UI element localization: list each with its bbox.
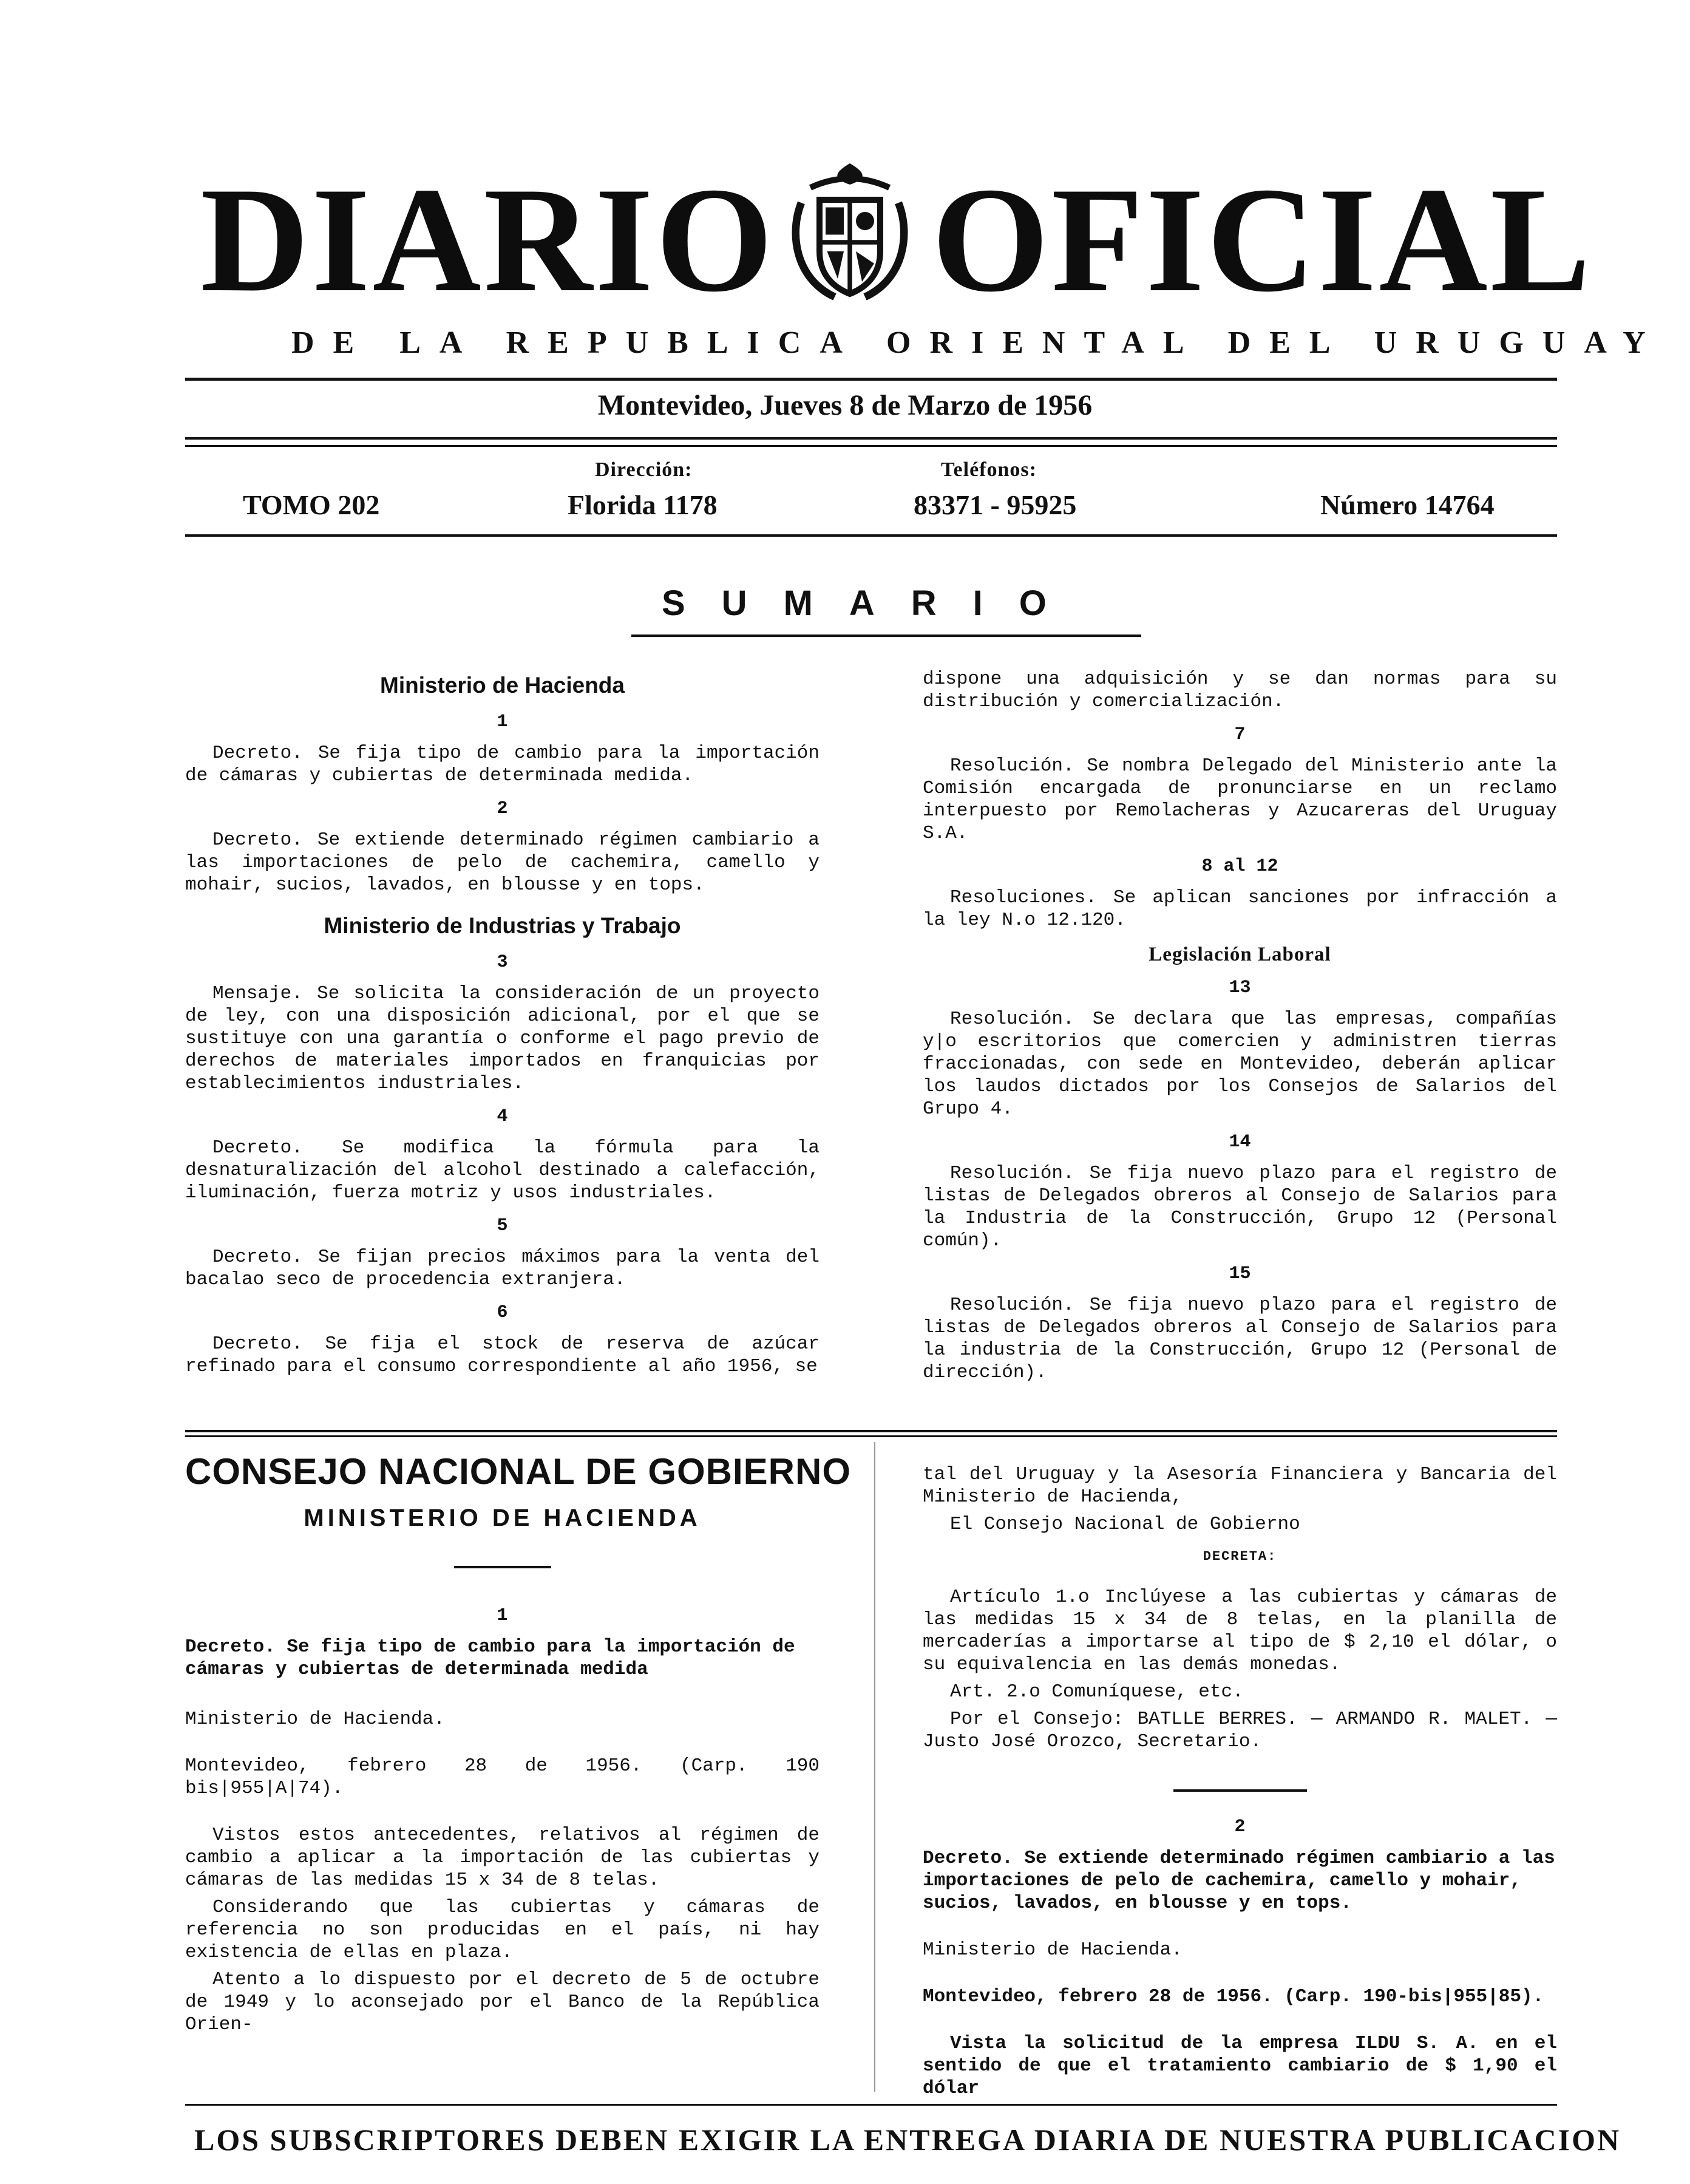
body-right-column — [923, 1463, 1557, 2104]
date-line: Montevideo, febrero 28 de 1956. (Carp. 190-bis|955|85). — [923, 1986, 1544, 2007]
masthead-rule-mid2 — [185, 445, 1557, 447]
sumario-item: Decreto. Se extiende determinado régimen cambiario a las importaciones de pelo de cachemira, camello y mohair, sucios, lavados, en blousse y en tops. — [185, 829, 820, 896]
column-divider — [874, 1442, 875, 2092]
decree-title: Decreto. Se fija tipo de cambio para la importación de cámaras y cubiertas de determinada medida — [185, 1636, 795, 1680]
sumario-item: Decreto. Se modifica la fórmula para la desnaturalización del alcohol destinado a calefacción, iluminación, fuerza motriz y usos industriales. — [185, 1137, 820, 1203]
decree-number: 2 — [1234, 1817, 1246, 1837]
masthead-rule-top — [185, 378, 1557, 381]
sumario-item: Resoluciones. Se aplican sanciones por infracción a la ley N.o 12.120. — [923, 887, 1557, 931]
sumario-item-number: 5 — [497, 1216, 508, 1236]
footer-rule — [185, 2104, 1557, 2106]
sumario-item: Resolución. Se declara que las empresas, compañías y|o escritorios que comercien y administren tierras fraccionadas, con sede en Montevideo, deberán aplicar los laudos dictados por los Consejos de Salarios del Grupo 4. — [923, 1009, 1557, 1120]
sumario-item: Resolución. Se nombra Delegado del Ministerio ante la Comisión encargada de pronunciarse en un reclamo interpuesto por Remolacheras y Azucareras del Uruguay S.A. — [923, 755, 1557, 844]
sumario-legislacion-laboral: Legislación Laboral — [1149, 944, 1331, 965]
sumario-item-number: 1 — [497, 712, 508, 732]
sumario-item-number: 4 — [497, 1106, 508, 1127]
consejo-nacional-heading: CONSEJO NACIONAL DE GOBIERNO — [185, 1451, 852, 1492]
telefonos-value: 83371 - 95925 — [914, 489, 1077, 520]
body-paragraph: Vistos estos antecedentes, relativos al régimen de cambio a aplicar a la importación de las cubiertas y cámaras de las medidas 15 x 34 de 8 telas. — [185, 1825, 820, 1891]
article-2: Art. 2.o Comuníquese, etc. — [950, 1681, 1244, 1703]
sumario-title: SUMARIO — [662, 583, 1083, 623]
decree-number: 1 — [497, 1605, 508, 1626]
sumario-item: Decreto. Se fijan precios máximos para la venta del bacalao seco de procedencia extranjera. — [185, 1247, 820, 1290]
body-paragraph: Atento a lo dispuesto por el decreto de 5 de octubre de 1949 y lo aconsejado por el Banco de la República Orien- — [185, 1969, 820, 2035]
sumario-item-number: 15 — [1229, 1264, 1251, 1284]
masthead — [200, 155, 1593, 325]
short-rule — [454, 1566, 551, 1568]
short-rule — [1173, 1789, 1307, 1792]
article-1: Artículo 1.o Inclúyese a las cubiertas y cámaras de las medidas 15 x 34 de 8 telas, en la planilla de mercaderías a importarse al tipo de $ 2,10 el dólar, o su equivalencia en las demás monedas. — [923, 1587, 1557, 1675]
direccion-label: Dirección: — [595, 458, 693, 481]
sumario-right-column — [923, 668, 1557, 1389]
date-line: Montevideo, febrero 28 de 1956. (Carp. 190 bis|955|A|74). — [185, 1755, 820, 1799]
body-left-column — [185, 1451, 852, 2041]
sumario-item-continued: dispone una adquisición y se dan normas para su distribución y comercialización. — [923, 668, 1557, 712]
sumario-item: Resolución. Se fija nuevo plazo para el registro de listas de Delegados obreros al Consejo de Salarios para la industria de la Construcción, Grupo 12 (Personal de dirección). — [923, 1294, 1557, 1383]
masthead-title-right: OFICIAL — [932, 156, 1593, 323]
ministry-line: Ministerio de Hacienda. — [185, 1709, 445, 1730]
section-rule-1 — [185, 1430, 1557, 1432]
direccion-value: Florida 1178 — [568, 489, 718, 520]
ministry-line: Ministerio de Hacienda. — [923, 1939, 1183, 1961]
sumario-item-number: 7 — [1234, 724, 1246, 745]
decree-title: Decreto. Se extiende determinado régimen cambiario a las importaciones de pelo de cachemira, camello y mohair, sucios, lavados, en blousse y en tops. — [923, 1848, 1555, 1914]
masthead-title-left: DIARIO — [200, 156, 776, 323]
sumario-left-column — [185, 656, 820, 1383]
sumario-ministry-industrias: Ministerio de Industrias y Trabajo — [324, 913, 681, 938]
body-paragraph: Vista la solicitud de la empresa ILDU S. A. en el sentido de que el tratamiento cambiario de $ 1,90 el dólar — [923, 2033, 1557, 2099]
sumario-item-number: 6 — [497, 1302, 508, 1323]
masthead-rule-bottom — [185, 534, 1557, 537]
body-paragraph: tal del Uruguay y la Asesoría Financiera y Bancaria del Ministerio de Hacienda, — [923, 1464, 1557, 1508]
coat-of-arms-icon — [774, 157, 926, 309]
sumario-item-number: 14 — [1229, 1132, 1251, 1152]
footer-notice: LOS SUBSCRIPTORES DEBEN EXIGIR LA ENTREGA DIARIA DE NUESTRA PUBLICACION — [194, 2123, 1621, 2157]
masthead-rule-mid1 — [185, 437, 1557, 440]
sumario-item-number: 8 al 12 — [1201, 856, 1278, 877]
sumario-ministry-hacienda: Ministerio de Hacienda — [380, 673, 625, 698]
tomo: TOMO 202 — [243, 489, 380, 520]
decreta-label: DECRETA: — [1203, 1549, 1277, 1564]
sumario-item-number: 3 — [497, 952, 508, 973]
dateline: Montevideo, Jueves 8 de Marzo de 1956 — [597, 389, 1093, 421]
section-rule-2 — [185, 1435, 1557, 1437]
sumario-item: Decreto. Se fija tipo de cambio para la importación de cámaras y cubiertas de determinada medida. — [185, 743, 820, 786]
sumario-item-number: 2 — [497, 798, 508, 819]
body-paragraph: Considerando que las cubiertas y cámaras de referencia no son producidas en el país, ni hay existencia de ellas en plaza. — [185, 1897, 820, 1963]
sumario-item-number: 13 — [1229, 978, 1251, 998]
telefonos-label: Teléfonos: — [941, 458, 1037, 481]
sumario-item: Mensaje. Se solicita la consideración de un proyecto de ley, con una disposición adicional, por el que se sustituye con una garantía o conforme el pago previo de derechos de materiales importados en franquicias por establecimientos industriales. — [185, 983, 820, 1094]
sumario-item: Decreto. Se fija el stock de reserva de azúcar refinado para el consumo correspondiente al año 1956, se — [185, 1333, 820, 1377]
numero: Número 14764 — [1320, 489, 1495, 520]
sumario-underline — [631, 634, 1141, 637]
ministerio-hacienda-heading: MINISTERIO DE HACIENDA — [304, 1505, 701, 1531]
sumario-item: Resolución. Se fija nuevo plazo para el registro de listas de Delegados obreros al Consejo de Salarios para la Industria de la Construcción, Grupo 12 (Personal común). — [923, 1163, 1557, 1251]
signature-line: Por el Consejo: BATLLE BERRES. — ARMANDO R. MALET. — Justo José Orozco, Secretario. — [923, 1709, 1557, 1752]
masthead-subtitle: DE LA REPUBLICA ORIENTAL DEL URUGUAY — [291, 325, 1665, 360]
body-paragraph: El Consejo Nacional de Gobierno — [950, 1514, 1300, 1535]
